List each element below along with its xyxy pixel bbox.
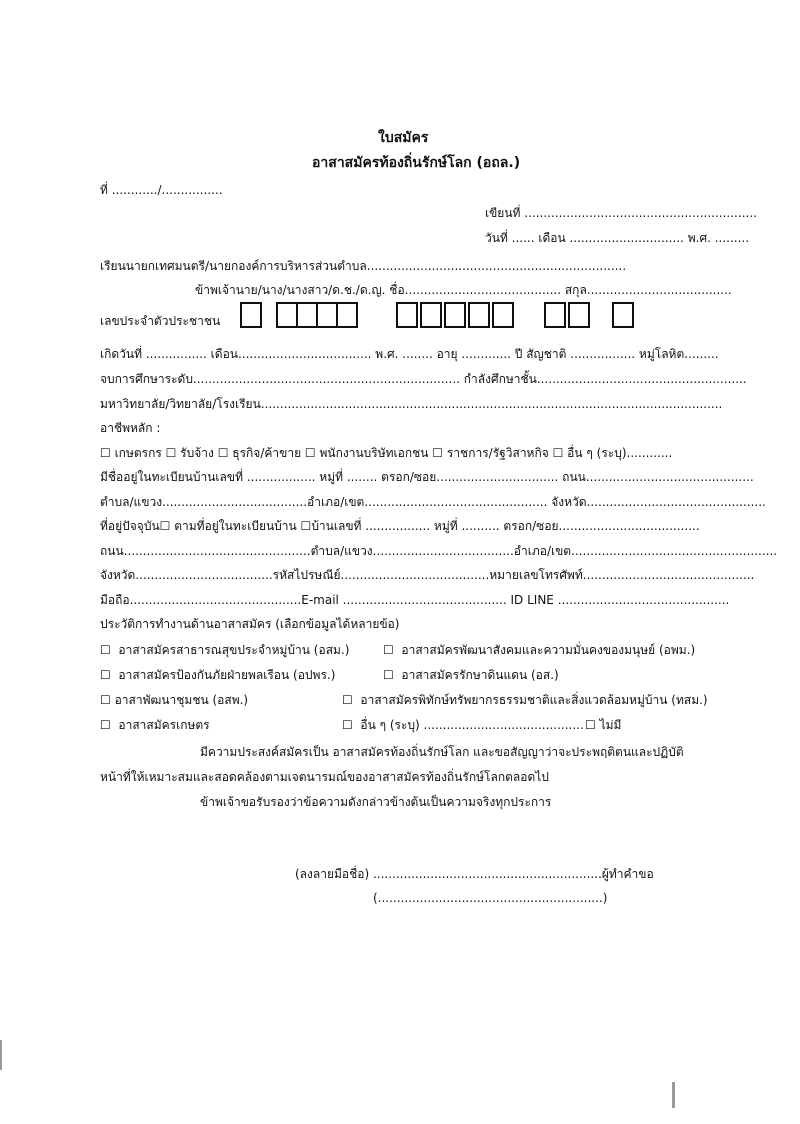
id-digit-box[interactable] bbox=[316, 302, 338, 328]
id-digit-box[interactable] bbox=[276, 302, 298, 328]
form-title: ใบสมัคร bbox=[378, 130, 429, 146]
declaration-text: มีความประสงค์สมัครเป็น อาสาสมัครท้องถิ่นรักษ์โลก และขอสัญญาว่าจะประพฤติตนและปฏิบัติ bbox=[200, 745, 684, 759]
id-digit-box[interactable] bbox=[296, 302, 318, 328]
education-line[interactable]: จบการศึกษาระดับ...................................................................... กำลังศึกษาชั้น....................................................... bbox=[100, 372, 747, 386]
certification-text: ข้าพเจ้าขอรับรองว่าข้อความดังกล่าวข้างต้นเป็นความจริงทุกประการ bbox=[200, 795, 552, 809]
occupation-options[interactable]: ☐ เกษตรกร ☐ รับจ้าง ☐ ธุรกิจ/ค้าขาย ☐ พนักงานบริษัทเอกชน ☐ ราชการ/รัฐวิสาหกิจ ☐ อื่น ๆ (ระบุ)............ bbox=[100, 446, 673, 460]
id-digit-box[interactable] bbox=[468, 302, 490, 328]
current-address-line-2[interactable]: ถนน.................................................ตำบล/แขวง.....................................อำเภอ/เขต...................................................... bbox=[100, 544, 778, 558]
scan-mark bbox=[672, 1082, 675, 1108]
date-field[interactable]: วันที่ ...... เดือน .............................. พ.ศ. ......... bbox=[485, 231, 750, 245]
volunteer-option[interactable]: ☐ อาสาสมัครรักษาดินแดน (อส.) bbox=[383, 668, 559, 682]
recipient-line[interactable]: เรียนนายกเทศมนตรี/นายกองค์การบริหารส่วนตำบล.................................................................... bbox=[100, 259, 627, 273]
volunteer-option[interactable]: ☐ อาสาสมัครป้องกันภัยฝ่ายพลเรือน (อปพร.) bbox=[100, 668, 336, 682]
volunteer-option[interactable]: ☐ อาสาพัฒนาชุมชน (อสพ.) bbox=[100, 693, 249, 707]
volunteer-history-label: ประวัติการทำงานด้านอาสาสมัคร (เลือกข้อมูลได้หลายข้อ) bbox=[100, 617, 400, 631]
volunteer-option[interactable]: ☐ อาสาสมัครพัฒนาสังคมและความมั่นคงของมนุษย์ (อพม.) bbox=[383, 643, 696, 657]
form-subtitle: อาสาสมัครท้องถิ่นรักษ์โลก (อถล.) bbox=[312, 155, 521, 171]
national-id-label: เลขประจำตัวประชาชน bbox=[100, 314, 221, 328]
contact-line[interactable]: มือถือ.............................................E-mail ........................................... ID LINE ............................................. bbox=[100, 593, 730, 607]
occupation-label: อาชีพหลัก : bbox=[100, 421, 161, 435]
volunteer-option[interactable]: ☐ ไม่มี bbox=[585, 718, 622, 732]
id-digit-box[interactable] bbox=[544, 302, 566, 328]
signature-name-field[interactable]: (...........................................................) bbox=[373, 891, 608, 905]
id-digit-box[interactable] bbox=[568, 302, 590, 328]
birth-details-line[interactable]: เกิดวันที่ ................ เดือน................................... พ.ศ. ........ อายุ ............. ปี สัญชาติ ................. หมู่โลหิต......... bbox=[100, 347, 719, 361]
province-postal-phone-line[interactable]: จังหวัด....................................รหัสไปรษณีย์.......................................หมายเลขโทรศัพท์............................................. bbox=[100, 568, 755, 582]
volunteer-option[interactable]: ☐ อื่น ๆ (ระบุ) .......................................... bbox=[342, 718, 584, 732]
volunteer-option[interactable]: ☐ อาสาสมัครพิทักษ์ทรัพยากรธรรมชาติและสิ่งแวดล้อมหมู่บ้าน (ทสม.) bbox=[342, 693, 708, 707]
written-at-field[interactable]: เขียนที่ ............................................................. bbox=[485, 206, 757, 220]
current-address-line[interactable]: ที่อยู่ปัจจุบัน☐ ตามที่อยู่ในทะเบียนบ้าน ☐บ้านเลขที่ ................. หมู่ที่ .......... ตรอก/ซอย..................................... bbox=[100, 519, 700, 533]
university-line[interactable]: มหาวิทยาลัย/วิทยาลัย/โรงเรียน......................................................................................................................... bbox=[100, 397, 723, 411]
reference-number-field[interactable]: ที่ ............/................ bbox=[100, 183, 223, 197]
volunteer-option[interactable]: ☐ อาสาสมัครเกษตร bbox=[100, 718, 210, 732]
id-digit-box[interactable] bbox=[396, 302, 418, 328]
id-digit-box[interactable] bbox=[444, 302, 466, 328]
house-registration-line[interactable]: มีชื่ออยู่ในทะเบียนบ้านเลขที่ .................. หมู่ที่ ........ ตรอก/ซอย................................ ถนน............................................ bbox=[100, 470, 754, 484]
id-digit-box[interactable] bbox=[240, 302, 262, 328]
declaration-text: หน้าที่ให้เหมาะสมและสอดคล้องตามเจตนารมณ์ของอาสาสมัครท้องถิ่นรักษ์โลกตลอดไป bbox=[100, 770, 549, 784]
signature-line[interactable]: (ลงลายมือชื่อ) ............................................................ผู้ทำคำขอ bbox=[295, 867, 654, 881]
id-digit-box[interactable] bbox=[336, 302, 358, 328]
volunteer-option[interactable]: ☐ อาสาสมัครสาธารณสุขประจำหมู่บ้าน (อสม.) bbox=[100, 643, 350, 657]
house-registration-line-2[interactable]: ตำบล/แขวง......................................อำเภอ/เขต................................................ จังหวัด............................................... bbox=[100, 495, 766, 509]
id-digit-box[interactable] bbox=[420, 302, 442, 328]
scan-mark bbox=[0, 1040, 2, 1070]
applicant-name-field[interactable]: ข้าพเจ้านาย/นาง/นางสาว/ด.ช./ด.ญ. ชื่อ......................................... สกุล...................................... bbox=[195, 283, 732, 297]
id-digit-box[interactable] bbox=[492, 302, 514, 328]
id-digit-box[interactable] bbox=[612, 302, 634, 328]
